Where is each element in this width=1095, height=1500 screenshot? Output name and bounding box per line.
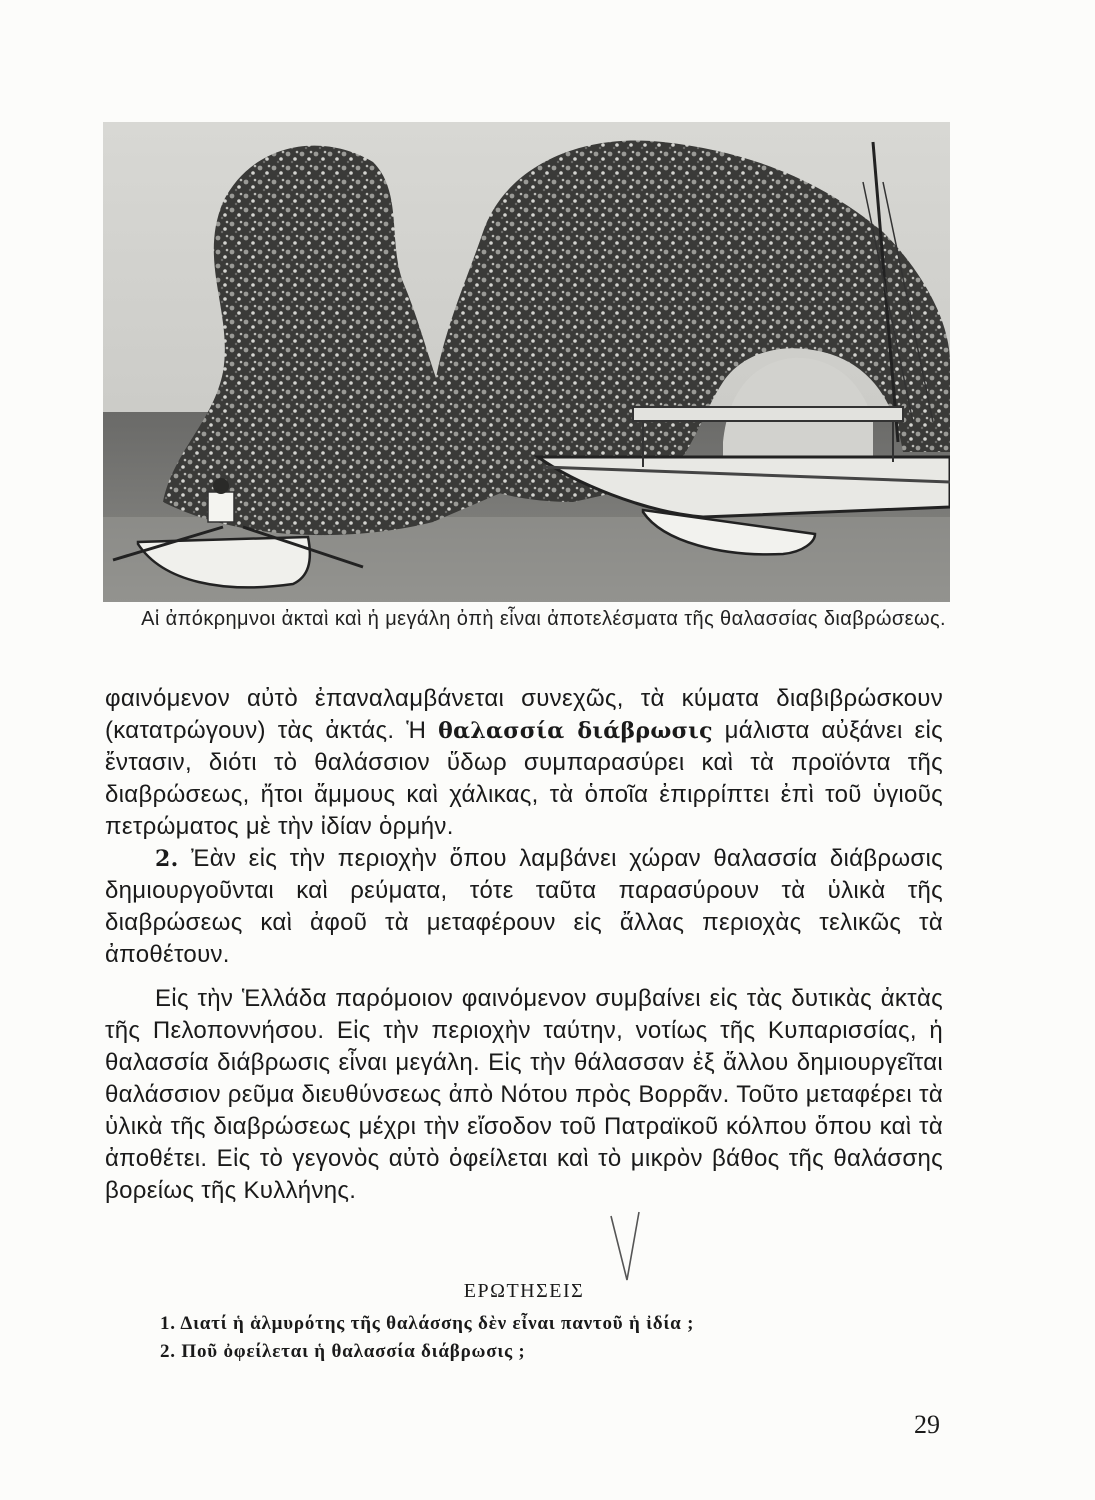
question-item: 1. Διατί ἡ ἁλμυρότης τῆς θαλάσσης δὲν εἶναι παντοῦ ἡ ἰδία ; [160,1313,695,1334]
paragraph-2 [105,843,943,971]
question-item: 2. Ποῦ ὀφείλεται ἡ θαλασσία διάβρωσις ; [160,1341,526,1362]
body-text [105,683,943,1207]
photo-caption: Αἱ ἀπόκρημνοι ἀκταὶ καὶ ἡ μεγάλη ὀπὴ εἶναι ἀποτελέσματα τῆς θαλασσίας διαβρώσεως. [141,608,946,630]
pencil-mark-icon [605,1208,645,1288]
paragraph-1-text-after: μάλιστα αὐξάνει εἰς ἔντασιν, διότι τὸ θαλάσσιον ὕδωρ συμπαρασύρει καὶ τὰ προϊόντα τῆς διαβρώσεως, ἤτοι ἄμμους καὶ χάλικας, τὰ ὁποῖα ἐπιρρίπτει ἐπὶ τοῦ ὑγιοῦς πετρώματος μὲ τὴν ἰδίαν ὁρμήν. [105,717,943,840]
questions-section [105,1280,943,1369]
paragraph-2-text: Ἐὰν εἰς τὴν περιοχὴν ὅπου λαμβάνει χώραν θαλασσία διάβρωσις δημιουργοῦνται καὶ ρεύματα, τότε ταῦτα παρασύρουν τὰ ὑλικὰ τῆς διαβρώσεως καὶ ἀφοῦ τὰ μεταφέρουν εἰς ἄλλας περιοχὰς τελικῶς τὰ ἀποθέτουν. [105,845,943,968]
paragraph-2-number: 2. [155,846,179,872]
paragraph-1-text-before: φαινόμενον αὐτὸ ἐπαναλαμβάνεται συνεχῶς, τὰ κύματα διαβιβρώσκουν (κατατρώγουν) τὰς ἀκτάς. Ἡ [105,685,943,744]
paragraph-1 [105,683,943,843]
paragraph-3: Εἰς τὴν Ἑλλάδα παρόμοιον φαινόμενον συμβαίνει εἰς τὰς δυτικὰς ἀκτὰς τῆς Πελοποννήσου. Εἰς τὴν περιοχὴν ταύτην, νοτίως τῆς Κυπαρισσίας, ἡ θαλασσία διάβρωσις εἶναι μεγάλη. Εἰς τὴν θάλασσαν ἐξ ἄλλου δημιουργεῖται θαλάσσιον ρεῦμα διευθύνσεως ἀπὸ Νότου πρὸς Βορρᾶν. Τοῦτο μεταφέρει τὰ ὑλικὰ τῆς διαβρώσεως μέχρι τὴν εἴσοδον τοῦ Πατραϊκοῦ κόλπου ὅπου καὶ τὰ ἀποθέτει. Εἰς τὸ γεγονὸς αὐτὸ ὀφείλεται καὶ τὸ μικρὸν βάθος τῆς θαλάσσης βορείως τῆς Κυλλήνης. [105,985,943,1204]
questions-heading: ΕΡΩΤΗΣΕΙΣ [463,1280,585,1302]
page-number: 29 [914,1410,940,1439]
sea-arch-photo [103,122,950,602]
term-sea-erosion: θαλασσία διάβρωσις [438,718,713,744]
